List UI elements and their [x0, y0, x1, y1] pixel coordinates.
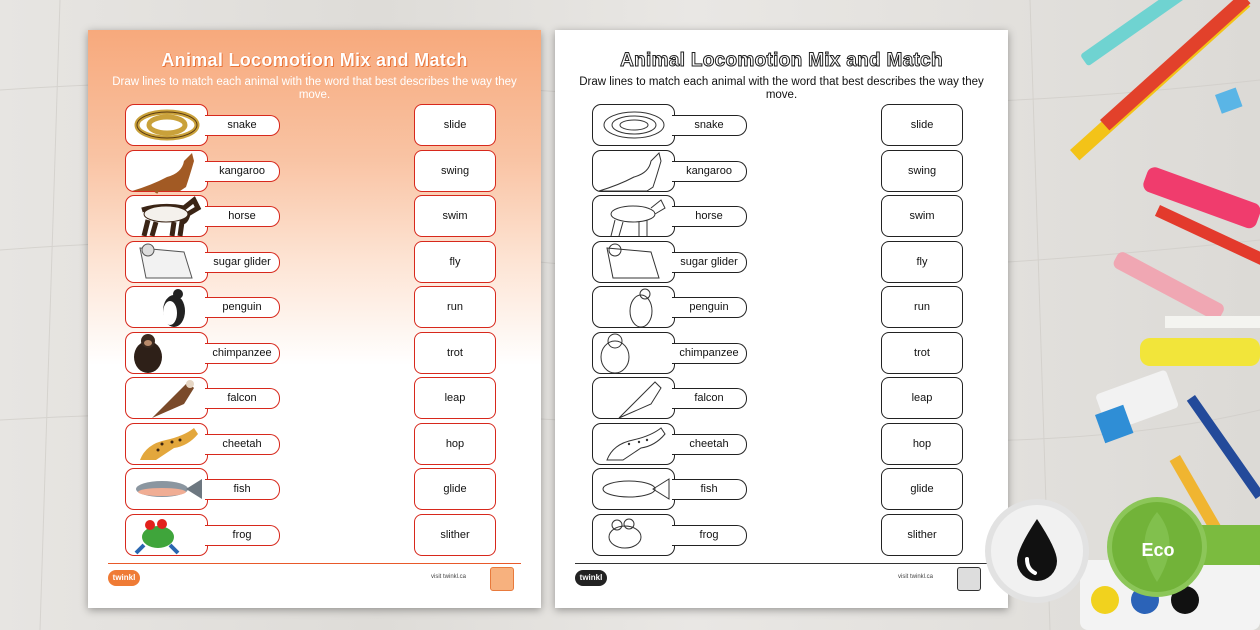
- chimpanzee-picture: [592, 332, 675, 374]
- footer-divider: [108, 563, 521, 564]
- movement-box: run: [414, 286, 496, 328]
- worksheet-title: Animal Locomotion Mix and Match: [161, 50, 468, 70]
- kangaroo-picture: [592, 150, 675, 192]
- match-row: [88, 150, 541, 194]
- frog-picture: [125, 514, 208, 556]
- site-url: visit twinkl.ca: [431, 574, 467, 580]
- match-row: [555, 514, 1008, 558]
- match-row: [88, 195, 541, 239]
- animal-label: falcon: [672, 388, 747, 409]
- cheetah-picture: [125, 423, 208, 465]
- movement-box: leap: [881, 377, 963, 419]
- fish-picture: [125, 468, 208, 510]
- match-row: [555, 241, 1008, 285]
- movement-box: swim: [881, 195, 963, 237]
- worksheet-bw: [555, 30, 1008, 608]
- falcon-picture: [125, 377, 208, 419]
- twinkl-badge-icon: [490, 567, 514, 591]
- sugar-glider-picture: [592, 241, 675, 283]
- match-row: [555, 377, 1008, 421]
- match-row: [88, 423, 541, 467]
- match-row: [555, 195, 1008, 239]
- worksheet-instructions: Draw lines to match each animal with the word that best describes the way they move.: [579, 76, 984, 101]
- animal-label: frog: [205, 525, 280, 546]
- movement-box: slide: [881, 104, 963, 146]
- falcon-picture: [592, 377, 675, 419]
- movement-box: run: [881, 286, 963, 328]
- twinkl-logo: twinkl: [575, 570, 607, 586]
- animal-label: penguin: [205, 297, 280, 318]
- movement-box: fly: [414, 241, 496, 283]
- eco-label: Eco: [1141, 540, 1175, 560]
- movement-box: slither: [414, 514, 496, 556]
- animal-label: kangaroo: [672, 161, 747, 182]
- animal-label: horse: [672, 206, 747, 227]
- footer-divider: [575, 563, 988, 564]
- movement-box: trot: [881, 332, 963, 374]
- penguin-picture: [592, 286, 675, 328]
- movement-box: hop: [414, 423, 496, 465]
- movement-box: glide: [881, 468, 963, 510]
- animal-label: frog: [672, 525, 747, 546]
- animal-label: fish: [672, 479, 747, 500]
- sugar-glider-picture: [125, 241, 208, 283]
- animal-label: chimpanzee: [672, 343, 747, 364]
- movement-box: fly: [881, 241, 963, 283]
- animal-label: horse: [205, 206, 280, 227]
- penguin-picture: [125, 286, 208, 328]
- match-row: [88, 332, 541, 376]
- ink-drop-icon: [991, 505, 1083, 597]
- animal-label: falcon: [205, 388, 280, 409]
- movement-box: hop: [881, 423, 963, 465]
- chimpanzee-picture: [125, 332, 208, 374]
- match-row: [555, 150, 1008, 194]
- movement-box: swim: [414, 195, 496, 237]
- match-row: [555, 332, 1008, 376]
- twinkl-logo: twinkl: [108, 570, 140, 586]
- movement-box: glide: [414, 468, 496, 510]
- worksheet-title: Animal Locomotion Mix and Match: [620, 50, 943, 71]
- animal-label: penguin: [672, 297, 747, 318]
- snake-picture: [125, 104, 208, 146]
- animal-label: snake: [672, 115, 747, 136]
- animal-label: cheetah: [205, 434, 280, 455]
- animal-label: fish: [205, 479, 280, 500]
- movement-box: leap: [414, 377, 496, 419]
- snake-picture: [592, 104, 675, 146]
- match-row: [555, 468, 1008, 512]
- worksheet-color: [88, 30, 541, 608]
- fish-picture: [592, 468, 675, 510]
- worksheet-instructions: Draw lines to match each animal with the word that best describes the way they move.: [112, 76, 517, 101]
- movement-box: slither: [881, 514, 963, 556]
- kangaroo-picture: [125, 150, 208, 192]
- match-row: [88, 104, 541, 148]
- movement-box: swing: [881, 150, 963, 192]
- animal-label: snake: [205, 115, 280, 136]
- animal-label: sugar glider: [672, 252, 747, 273]
- match-row: [88, 468, 541, 512]
- cheetah-picture: [592, 423, 675, 465]
- horse-picture: [125, 195, 208, 237]
- frog-picture: [592, 514, 675, 556]
- match-row: [555, 423, 1008, 467]
- movement-box: slide: [414, 104, 496, 146]
- site-url: visit twinkl.ca: [898, 574, 934, 580]
- match-row: [555, 104, 1008, 148]
- twinkl-badge-icon: [957, 567, 981, 591]
- movement-box: swing: [414, 150, 496, 192]
- animal-label: chimpanzee: [205, 343, 280, 364]
- animal-label: cheetah: [672, 434, 747, 455]
- animal-label: sugar glider: [205, 252, 280, 273]
- animal-label: kangaroo: [205, 161, 280, 182]
- match-row: [555, 286, 1008, 330]
- movement-box: trot: [414, 332, 496, 374]
- match-row: [88, 377, 541, 421]
- horse-picture: [592, 195, 675, 237]
- match-row: [88, 514, 541, 558]
- match-row: [88, 286, 541, 330]
- match-row: [88, 241, 541, 285]
